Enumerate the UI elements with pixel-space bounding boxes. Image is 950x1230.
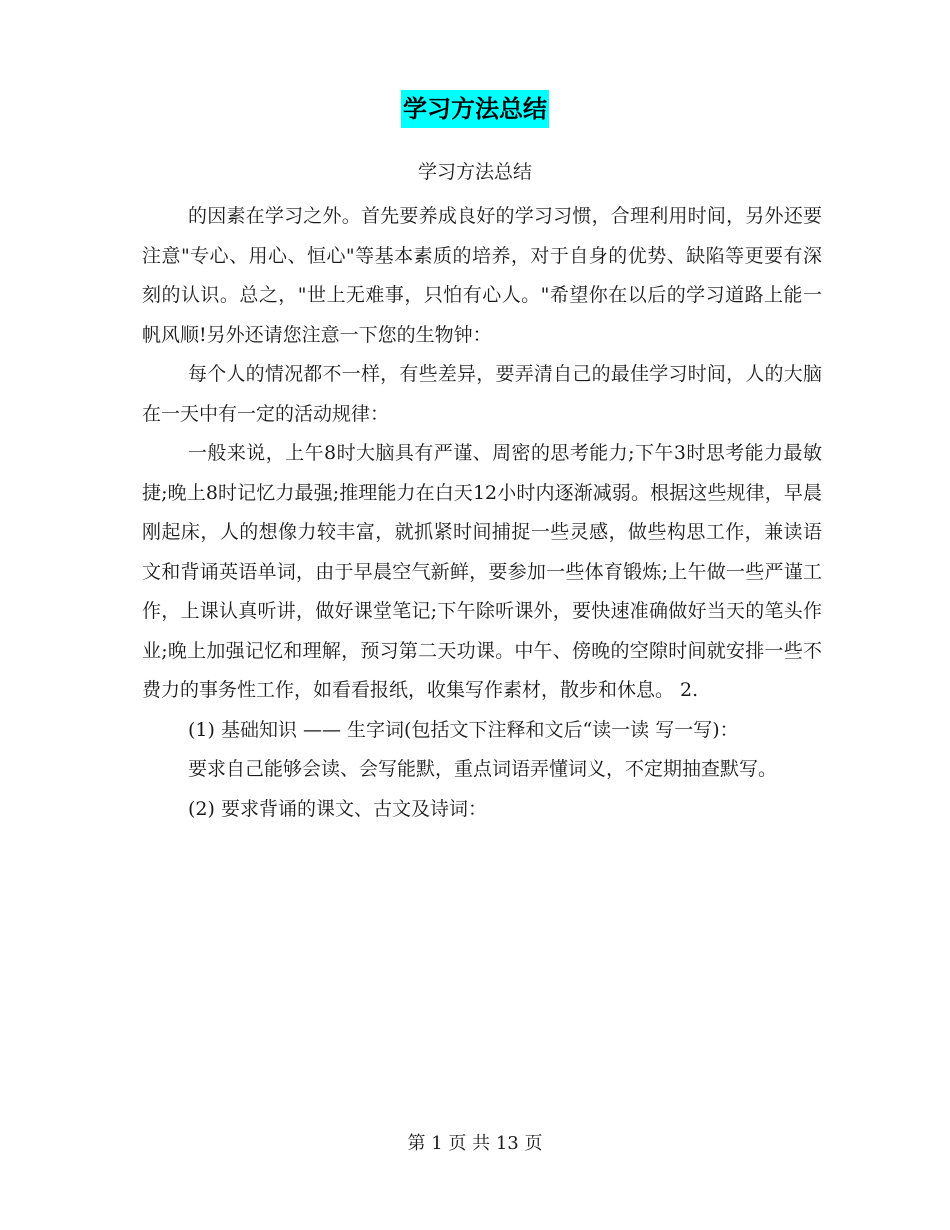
- page-number-footer: 第 1 页 共 13 页: [407, 1133, 543, 1154]
- paragraph-4: (1) 基础知识 —— 生字词(包括文下注释和文后“读一读 写一写)：: [188, 718, 739, 741]
- title-area: [0, 90, 950, 128]
- document-subtitle: 学习方法总结: [417, 161, 532, 183]
- document-body: [142, 197, 822, 829]
- paragraph-3: 一般来说，上午8时大脑具有严谨、周密的思考能力;下午3时思考能力最敏捷;晚上8时记忆力最强;推理能力在白天12小时内逐渐减弱。根据这些规律，早晨刚起床，人的想像力较丰富，就抓紧时间捕捉一些灵感，做些构思工作，兼读语文和背诵英语单词，由于早晨空气新鲜，要参加一些体育锻炼;上午做一些严谨工作，上课认真听讲，做好课堂笔记;下午除听课外，要快速准确做好当天的笔头作业;晚上加强记忆和理解，预习第二天功课。中午、傍晚的空隙时间就安排一些不费力的事务性工作，如看看报纸，收集写作素材，散步和休息。 2.: [142, 442, 822, 701]
- paragraph-2: 每个人的情况都不一样，有些差异，要弄清自己的最佳学习时间，人的大脑在一天中有一定的活动规律：: [142, 363, 822, 425]
- document-title: 学习方法总结: [401, 90, 549, 128]
- paragraph-5: 要求自己能够会读、会写能默，重点词语弄懂词义，不定期抽查默写。: [188, 758, 778, 780]
- paragraph-6: (2) 要求背诵的课文、古文及诗词：: [188, 797, 487, 820]
- paragraph-1: 的因素在学习之外。首先要养成良好的学习习惯，合理利用时间，另外还要注意"专心、用心、恒心"等基本素质的培养，对于自身的优势、缺陷等更要有深刻的认识。总之，"世上无难事，只怕有心人。"希望你在以后的学习道路上能一帆风顺!另外还请您注意一下您的生物钟：: [142, 205, 822, 346]
